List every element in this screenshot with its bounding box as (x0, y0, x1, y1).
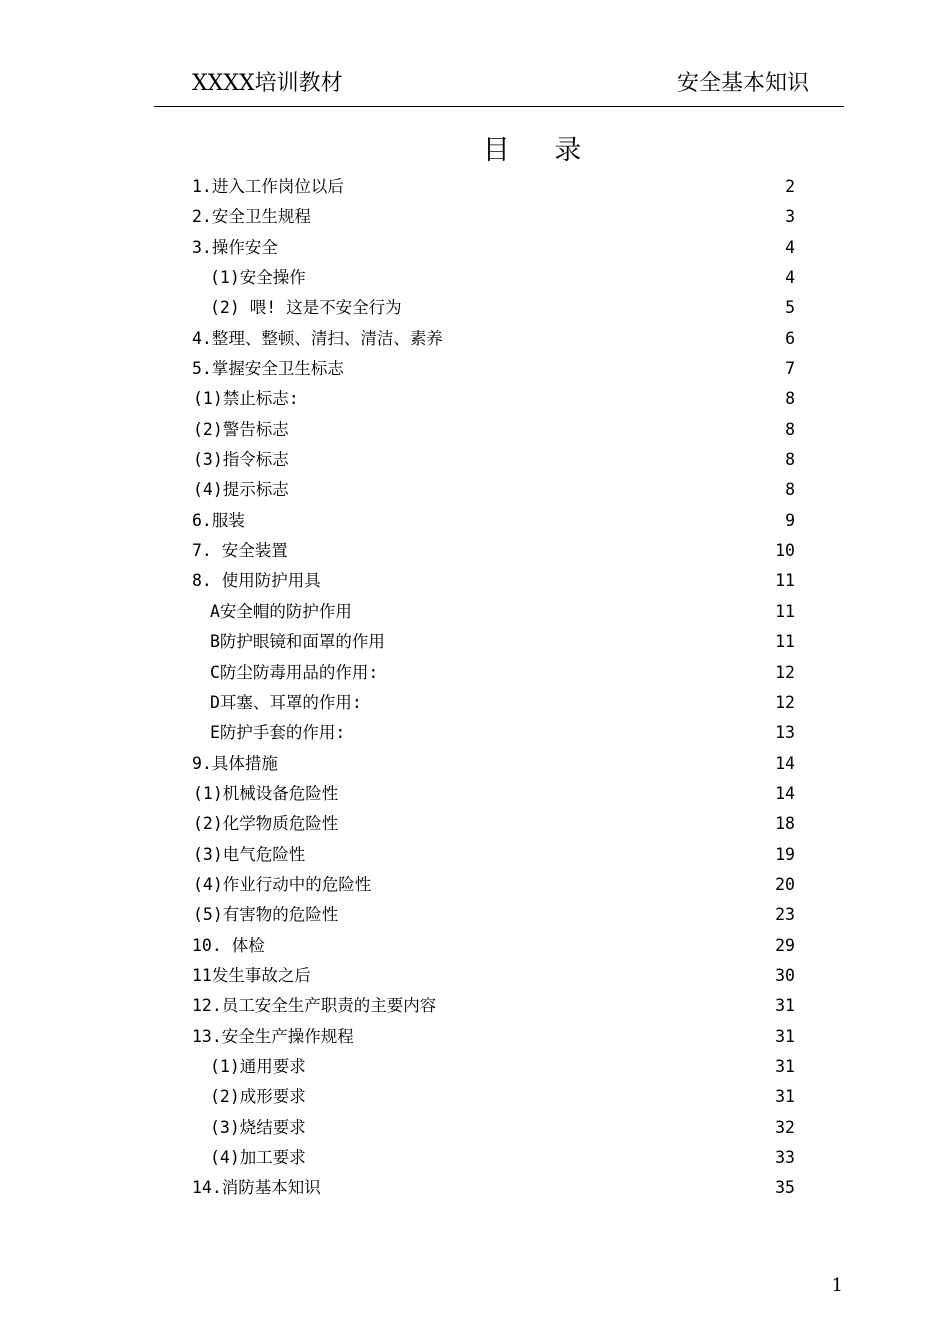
page-title: 目 录 (482, 135, 584, 166)
toc-entry[interactable] (0, 475, 950, 505)
toc-entry-page: 7 (785, 359, 795, 379)
toc-entry-label: 1.进入工作岗位以后 (192, 177, 344, 196)
toc-entry[interactable] (0, 749, 950, 779)
toc-entry-label: (1)机械设备危险性 (193, 783, 339, 803)
toc-entry[interactable] (0, 809, 950, 839)
toc-entry[interactable] (0, 1113, 950, 1143)
toc-entry[interactable] (0, 506, 950, 536)
toc-entry[interactable] (0, 870, 950, 900)
toc-entry-label: 4.整理、整顿、清扫、清洁、素养 (192, 328, 443, 348)
toc-entry-label: (3)烧结要求 (210, 1117, 306, 1137)
toc-entry[interactable] (0, 566, 950, 596)
toc-entry-label: B防护眼镜和面罩的作用 (210, 632, 385, 652)
header-rule (154, 106, 844, 107)
toc-entry-label: (4)加工要求 (210, 1148, 306, 1167)
toc-entry[interactable] (0, 688, 950, 718)
toc-entry[interactable] (0, 172, 950, 202)
toc-entry-page: 4 (785, 237, 795, 257)
toc-entry-page: 8 (785, 419, 795, 439)
toc-entry-label: (5)有害物的危险性 (193, 905, 339, 925)
toc-entry[interactable] (0, 1052, 950, 1082)
toc-entry-page: 23 (775, 905, 795, 925)
toc-entry-label: 12.员工安全生产职责的主要内容 (192, 996, 437, 1016)
toc-entry-page: 35 (775, 1178, 795, 1198)
toc-entry-page: 8 (785, 480, 795, 500)
toc-entry-page: 12 (775, 662, 795, 682)
toc-entry-page: 18 (775, 814, 795, 834)
toc-entry-label: A安全帽的防护作用 (210, 601, 352, 621)
toc-entry-page: 13 (775, 723, 795, 743)
toc-entry-label: (1)安全操作 (210, 268, 306, 288)
toc-entry-label: E防护手套的作用: (210, 723, 346, 743)
toc-entry[interactable] (0, 354, 950, 384)
toc-entry[interactable] (0, 931, 950, 961)
toc-entry-label: 13.安全生产操作规程 (192, 1026, 354, 1046)
toc-entry-label: (3)电气危险性 (193, 844, 306, 864)
toc-entry[interactable] (0, 263, 950, 293)
toc-entry[interactable] (0, 1143, 950, 1173)
toc-entry[interactable] (0, 384, 950, 414)
toc-entry-page: 9 (785, 510, 795, 530)
toc-entry[interactable] (0, 233, 950, 263)
toc-entry-page: 30 (775, 965, 795, 985)
toc-entry[interactable] (0, 658, 950, 688)
toc-entry-page: 19 (775, 844, 795, 864)
toc-entry[interactable] (0, 445, 950, 475)
toc-entry[interactable] (0, 415, 950, 445)
toc-entry[interactable] (0, 840, 950, 870)
toc-entry[interactable] (0, 1082, 950, 1112)
toc-entry-page: 31 (775, 1026, 795, 1046)
toc-entry-page: 29 (775, 935, 795, 955)
toc-entry-label: D耳塞、耳罩的作用: (210, 692, 362, 712)
toc-entry-page: 6 (785, 328, 795, 348)
toc-entry-page: 11 (775, 571, 795, 591)
toc-entry-page: 2 (785, 177, 795, 196)
toc-entry-page: 5 (785, 298, 795, 318)
toc-entry-label: (1)通用要求 (210, 1056, 306, 1076)
toc-entry[interactable] (0, 718, 950, 748)
toc-entry-label: (2)警告标志 (193, 419, 289, 439)
toc-entry-label: 11发生事故之后 (192, 965, 311, 985)
toc-entry[interactable] (0, 991, 950, 1021)
toc-entry-label: (2)成形要求 (210, 1087, 306, 1107)
toc-entry[interactable] (0, 202, 950, 232)
toc-entry[interactable] (0, 536, 950, 566)
toc-entry-label: (3)指令标志 (193, 450, 289, 470)
toc-entry-page: 33 (775, 1148, 795, 1167)
toc-entry-page: 20 (775, 874, 795, 894)
toc-entry-page: 10 (775, 541, 795, 561)
toc-entry-page: 14 (775, 753, 795, 773)
toc-entry-page: 31 (775, 1056, 795, 1076)
toc-entry-page: 11 (775, 601, 795, 621)
toc-entry[interactable] (0, 961, 950, 991)
toc-entry-label: 3.操作安全 (192, 237, 278, 257)
toc-entry-page: 4 (785, 268, 795, 288)
toc-entry-label: (4)提示标志 (193, 480, 289, 500)
toc-entry-page: 11 (775, 632, 795, 652)
toc-entry-page: 3 (785, 207, 795, 227)
toc-entry-page: 8 (785, 389, 795, 409)
toc-entry-label: 14.消防基本知识 (192, 1178, 321, 1198)
toc-entry-page: 8 (785, 450, 795, 470)
toc-entry-label: (2) 喂! 这是不安全行为 (210, 298, 402, 318)
toc-entry-label: 7. 安全装置 (192, 541, 288, 561)
toc-entry-page: 31 (775, 1087, 795, 1107)
toc-entry[interactable] (0, 900, 950, 930)
header-right: 安全基本知识 (676, 71, 809, 96)
toc-entry[interactable] (0, 1022, 950, 1052)
table-of-contents (0, 172, 950, 1204)
toc-entry-label: (4)作业行动中的危险性 (193, 874, 372, 894)
toc-entry[interactable] (0, 779, 950, 809)
toc-entry-label: (1)禁止标志: (193, 389, 299, 409)
toc-entry[interactable] (0, 293, 950, 323)
toc-entry-page: 14 (775, 783, 795, 803)
toc-entry[interactable] (0, 1173, 950, 1203)
page-number: 1 (831, 1275, 843, 1296)
toc-entry-label: 6.服装 (192, 510, 245, 530)
toc-entry-label: 9.具体措施 (192, 753, 278, 773)
toc-entry-page: 31 (775, 996, 795, 1016)
toc-entry-label: C防尘防毒用品的作用: (210, 662, 379, 682)
toc-entry-page: 12 (775, 692, 795, 712)
toc-entry[interactable] (0, 324, 950, 354)
toc-entry-label: 10. 体检 (192, 935, 265, 955)
toc-entry-label: 5.掌握安全卫生标志 (192, 359, 344, 379)
toc-entry-page: 32 (775, 1117, 795, 1137)
toc-entry-label: 8. 使用防护用具 (192, 571, 321, 591)
toc-entry[interactable] (0, 627, 950, 657)
toc-entry-label: (2)化学物质危险性 (193, 814, 339, 834)
header-left: XXXX培训教材 (192, 71, 343, 96)
toc-entry-label: 2.安全卫生规程 (192, 207, 311, 227)
toc-entry[interactable] (0, 597, 950, 627)
